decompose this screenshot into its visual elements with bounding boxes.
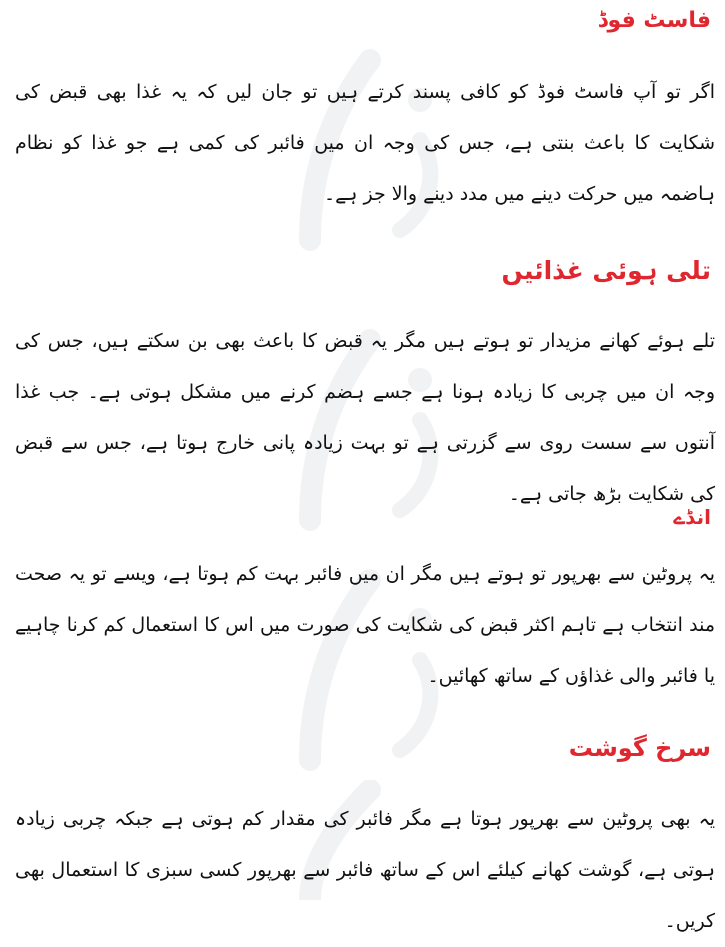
section-heading-fried-foods: تلی ہوئی غذائیں (501, 256, 711, 285)
section-heading-eggs: انڈے (673, 505, 711, 529)
section-paragraph-fried-foods: تلے ہوئے کھانے مزیدار تو ہوتے ہیں مگر یہ قبض کا باعث بھی بن سکتے ہیں، جس کی وجہ ان میں چربی کا زیادہ ہونا ہے جسے ہضم کرنے میں مشکل ہوتی ہے۔ جب غذا آنتوں سے سست روی سے گزرتی ہے تو بہت زیادہ پانی خارج ہوتا ہے، جس سے قبض کی شکایت بڑھ جاتی ہے۔ (15, 330, 715, 505)
section-paragraph-fast-food: اگر تو آپ فاسٹ فوڈ کو کافی پسند کرتے ہیں تو جان لیں کہ یہ غذا بھی قبض کی شکایت کا باعث بنتی ہے، جس کی وجہ ان میں فائبر کی کمی ہے جو غذا کو نظام ہاضمہ میں حرکت دینے میں مدد دینے والا جز ہے۔ (15, 81, 715, 205)
section-paragraph-eggs: یہ پروٹین سے بھرپور تو ہوتے ہیں مگر ان میں فائبر بہت کم ہوتا ہے، ویسے تو یہ صحت مند انتخاب ہے تاہم اکثر قبض کی شکایت کی صورت میں اس کا استعمال کم کرنا چاہیے یا فائبر والی غذاؤں کے ساتھ کھائیں۔ (15, 563, 715, 687)
section-heading-red-meat: سرخ گوشت (568, 734, 711, 762)
section-heading-fast-food: فاسٹ فوڈ (597, 8, 711, 33)
section-paragraph-red-meat: یہ بھی پروٹین سے بھرپور ہوتا ہے مگر فائبر کی مقدار کم ہوتی ہے جبکہ چربی زیادہ ہوتی ہے، گوشت کھانے کیلئے اس کے ساتھ فائبر سے بھرپور کسی سبزی کا استعمال بھی کریں۔ (15, 808, 715, 932)
